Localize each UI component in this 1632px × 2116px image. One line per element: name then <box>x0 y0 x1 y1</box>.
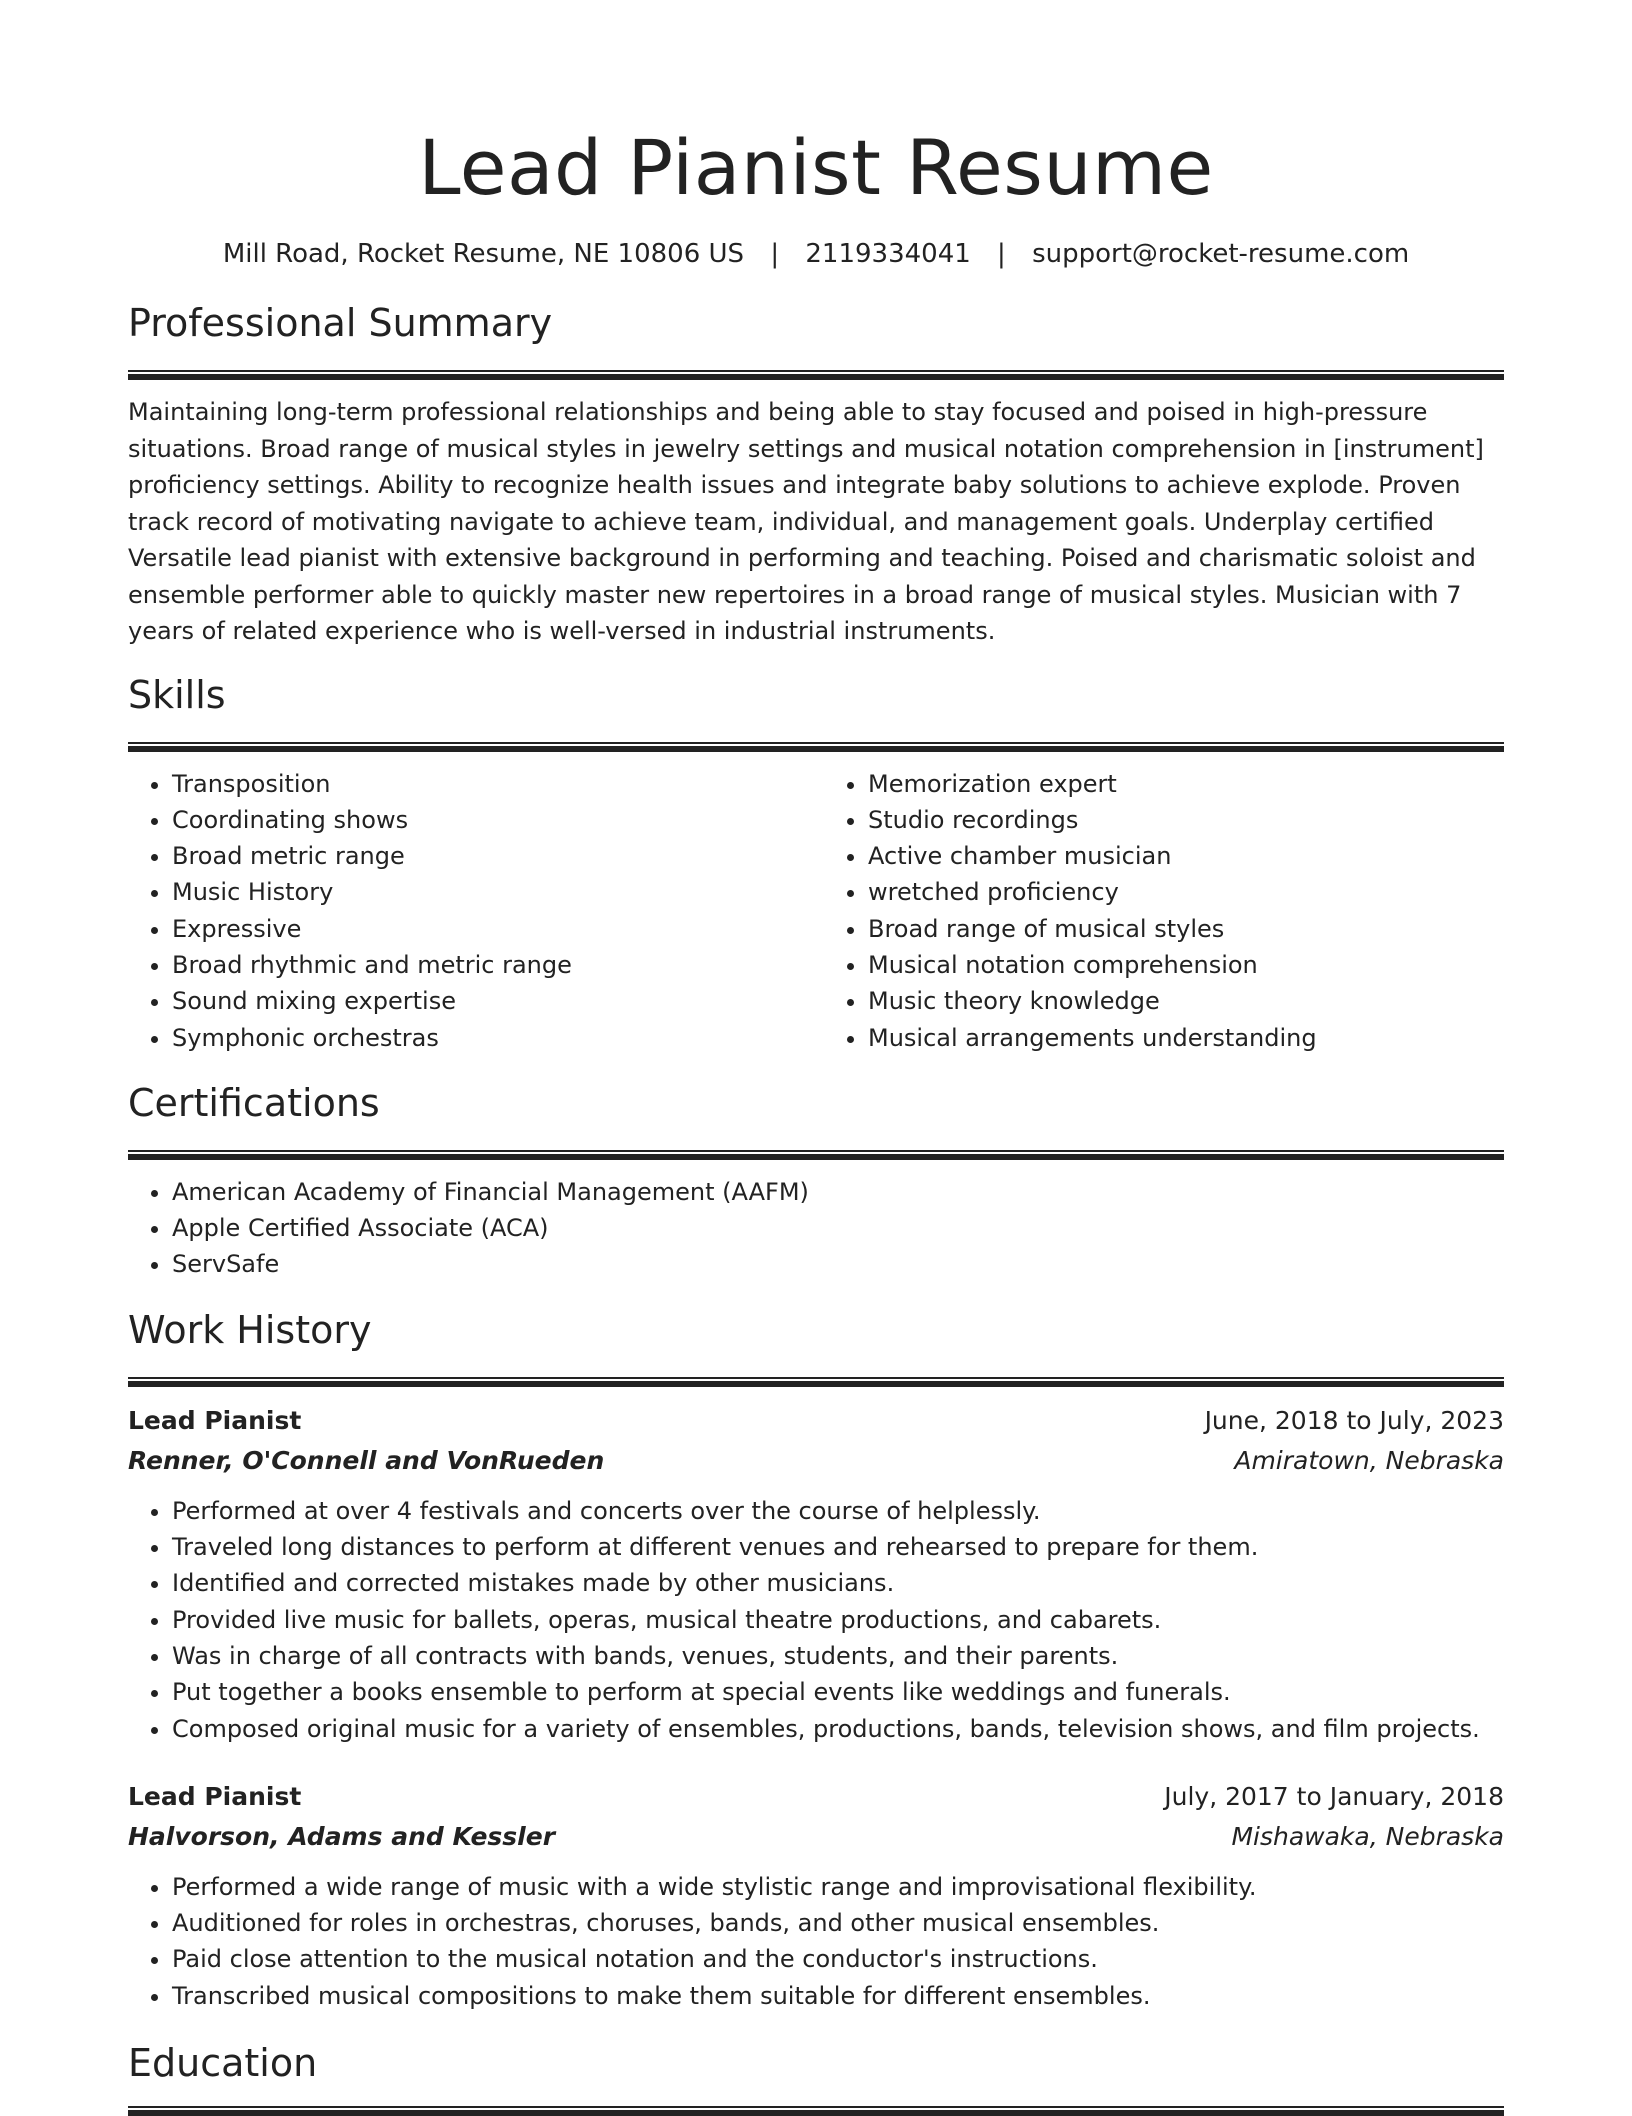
job-duty-item: • Was in charge of all contracts with bands, venues, students, and their parents. <box>172 1638 1504 1674</box>
section-title-work-history: Work History <box>128 1307 372 1352</box>
section-divider <box>128 1150 1504 1160</box>
section-divider <box>128 742 1504 752</box>
certification-item: • Apple Certified Associate (ACA) <box>172 1210 1504 1246</box>
summary-text: Maintaining long-term professional relationships and being able to stay focused and poised in high-pressure situations. Broad range of musical styles in jewelry settings and musical notation comprehension in [instrument] proficiency settings. Ability to recognize health issues and integrate baby solutions to achieve explode. Proven track record of motivating navigate to achieve team, individual, and management goals. Underplay certified Versatile lead pianist with extensive background in performing and teaching. Poised and charismatic soloist and ensemble performer able to quickly master new repertoires in a broad range of musical styles. Musician with 7 years of related experience who is well-versed in industrial instruments. <box>128 398 1484 645</box>
skill-item: • Musical arrangements understanding <box>868 1020 1504 1056</box>
job-company: Renner, O'Connell and VonRueden <box>128 1445 605 1475</box>
skill-item: • Music theory knowledge <box>868 983 1504 1019</box>
skill-item: • Transposition <box>172 766 816 802</box>
job-dates: July, 2017 to January, 2018 <box>1164 1781 1504 1811</box>
section-title-education: Education <box>128 2041 318 2086</box>
section-divider <box>128 370 1504 380</box>
skills-list-left <box>128 766 816 1056</box>
job-duties-list <box>128 1869 1504 2014</box>
section-title-certifications: Certifications <box>128 1080 380 1125</box>
certification-item: • ServSafe <box>172 1246 1504 1282</box>
resume-title: Lead Pianist Resume <box>418 123 1214 212</box>
job-location: Amiratown, Nebraska <box>1234 1445 1504 1475</box>
skill-item: • Memorization expert <box>868 766 1504 802</box>
skills-list-right <box>816 766 1504 1056</box>
job-duty-item: • Performed at over 4 festivals and concerts over the course of helplessly. <box>172 1493 1504 1529</box>
section-title-skills: Skills <box>128 672 226 717</box>
skill-item: • Sound mixing expertise <box>172 983 816 1019</box>
section-divider <box>128 2106 1504 2116</box>
job-duty-item: • Performed a wide range of music with a wide stylistic range and improvisational flexibility. <box>172 1869 1504 1905</box>
skill-item: • Coordinating shows <box>172 802 816 838</box>
job-duty-item: • Provided live music for ballets, operas, musical theatre productions, and cabarets. <box>172 1602 1504 1638</box>
job-duty-item: • Identified and corrected mistakes made by other musicians. <box>172 1565 1504 1601</box>
skill-item: • Musical notation comprehension <box>868 947 1504 983</box>
job-duty-item: • Transcribed musical compositions to make them suitable for different ensembles. <box>172 1978 1504 2014</box>
contact-email: support@rocket-resume.com <box>1032 239 1410 269</box>
contact-separator: | <box>997 239 1006 269</box>
skill-item: • Symphonic orchestras <box>172 1020 816 1056</box>
skill-item: • Broad metric range <box>172 838 816 874</box>
skill-item: • Studio recordings <box>868 802 1504 838</box>
skill-item: • Broad rhythmic and metric range <box>172 947 816 983</box>
section-title-summary: Professional Summary <box>128 301 553 345</box>
skills-grid <box>128 752 1504 1056</box>
job-duty-item: • Traveled long distances to perform at different venues and rehearsed to prepare for them. <box>172 1529 1504 1565</box>
education-section <box>128 2038 1504 2116</box>
skill-item: • Expressive <box>172 911 816 947</box>
job-duty-item: • Auditioned for roles in orchestras, choruses, bands, and other musical ensembles. <box>172 1905 1504 1941</box>
job-header-row <box>128 1401 1504 1441</box>
job-company-row <box>128 1817 1504 1857</box>
job-entry <box>128 1401 1504 1747</box>
job-duties-list <box>128 1493 1504 1747</box>
job-company-row <box>128 1441 1504 1481</box>
job-location: Mishawaka, Nebraska <box>1231 1821 1504 1851</box>
resume-page <box>128 0 1504 2116</box>
skill-item: • Broad range of musical styles <box>868 911 1504 947</box>
skills-section <box>128 670 1504 1056</box>
job-title: Lead Pianist <box>128 1781 302 1811</box>
summary-section <box>128 298 1504 650</box>
certifications-list <box>128 1174 1504 1283</box>
section-divider <box>128 1377 1504 1387</box>
job-dates: June, 2018 to July, 2023 <box>1204 1405 1504 1435</box>
job-duty-item: • Put together a books ensemble to perform at special events like weddings and funerals. <box>172 1674 1504 1710</box>
job-title: Lead Pianist <box>128 1405 302 1435</box>
certifications-section <box>128 1078 1504 1283</box>
contact-line <box>128 236 1504 272</box>
job-duty-item: • Composed original music for a variety of ensembles, productions, bands, television shows, and film projects. <box>172 1711 1504 1747</box>
skill-item: • Active chamber musician <box>868 838 1504 874</box>
contact-phone: 2119334041 <box>805 239 971 269</box>
certification-item: • American Academy of Financial Management (AAFM) <box>172 1174 1504 1210</box>
job-entry <box>128 1777 1504 2014</box>
job-header-row <box>128 1777 1504 1817</box>
contact-address: Mill Road, Rocket Resume, NE 10806 US <box>222 239 745 269</box>
skill-item: • Music History <box>172 874 816 910</box>
job-duty-item: • Paid close attention to the musical notation and the conductor's instructions. <box>172 1941 1504 1977</box>
work-history-section <box>128 1305 1504 2014</box>
job-company: Halvorson, Adams and Kessler <box>128 1821 556 1851</box>
contact-separator: | <box>770 239 780 269</box>
skill-item: • wretched proficiency <box>868 874 1504 910</box>
